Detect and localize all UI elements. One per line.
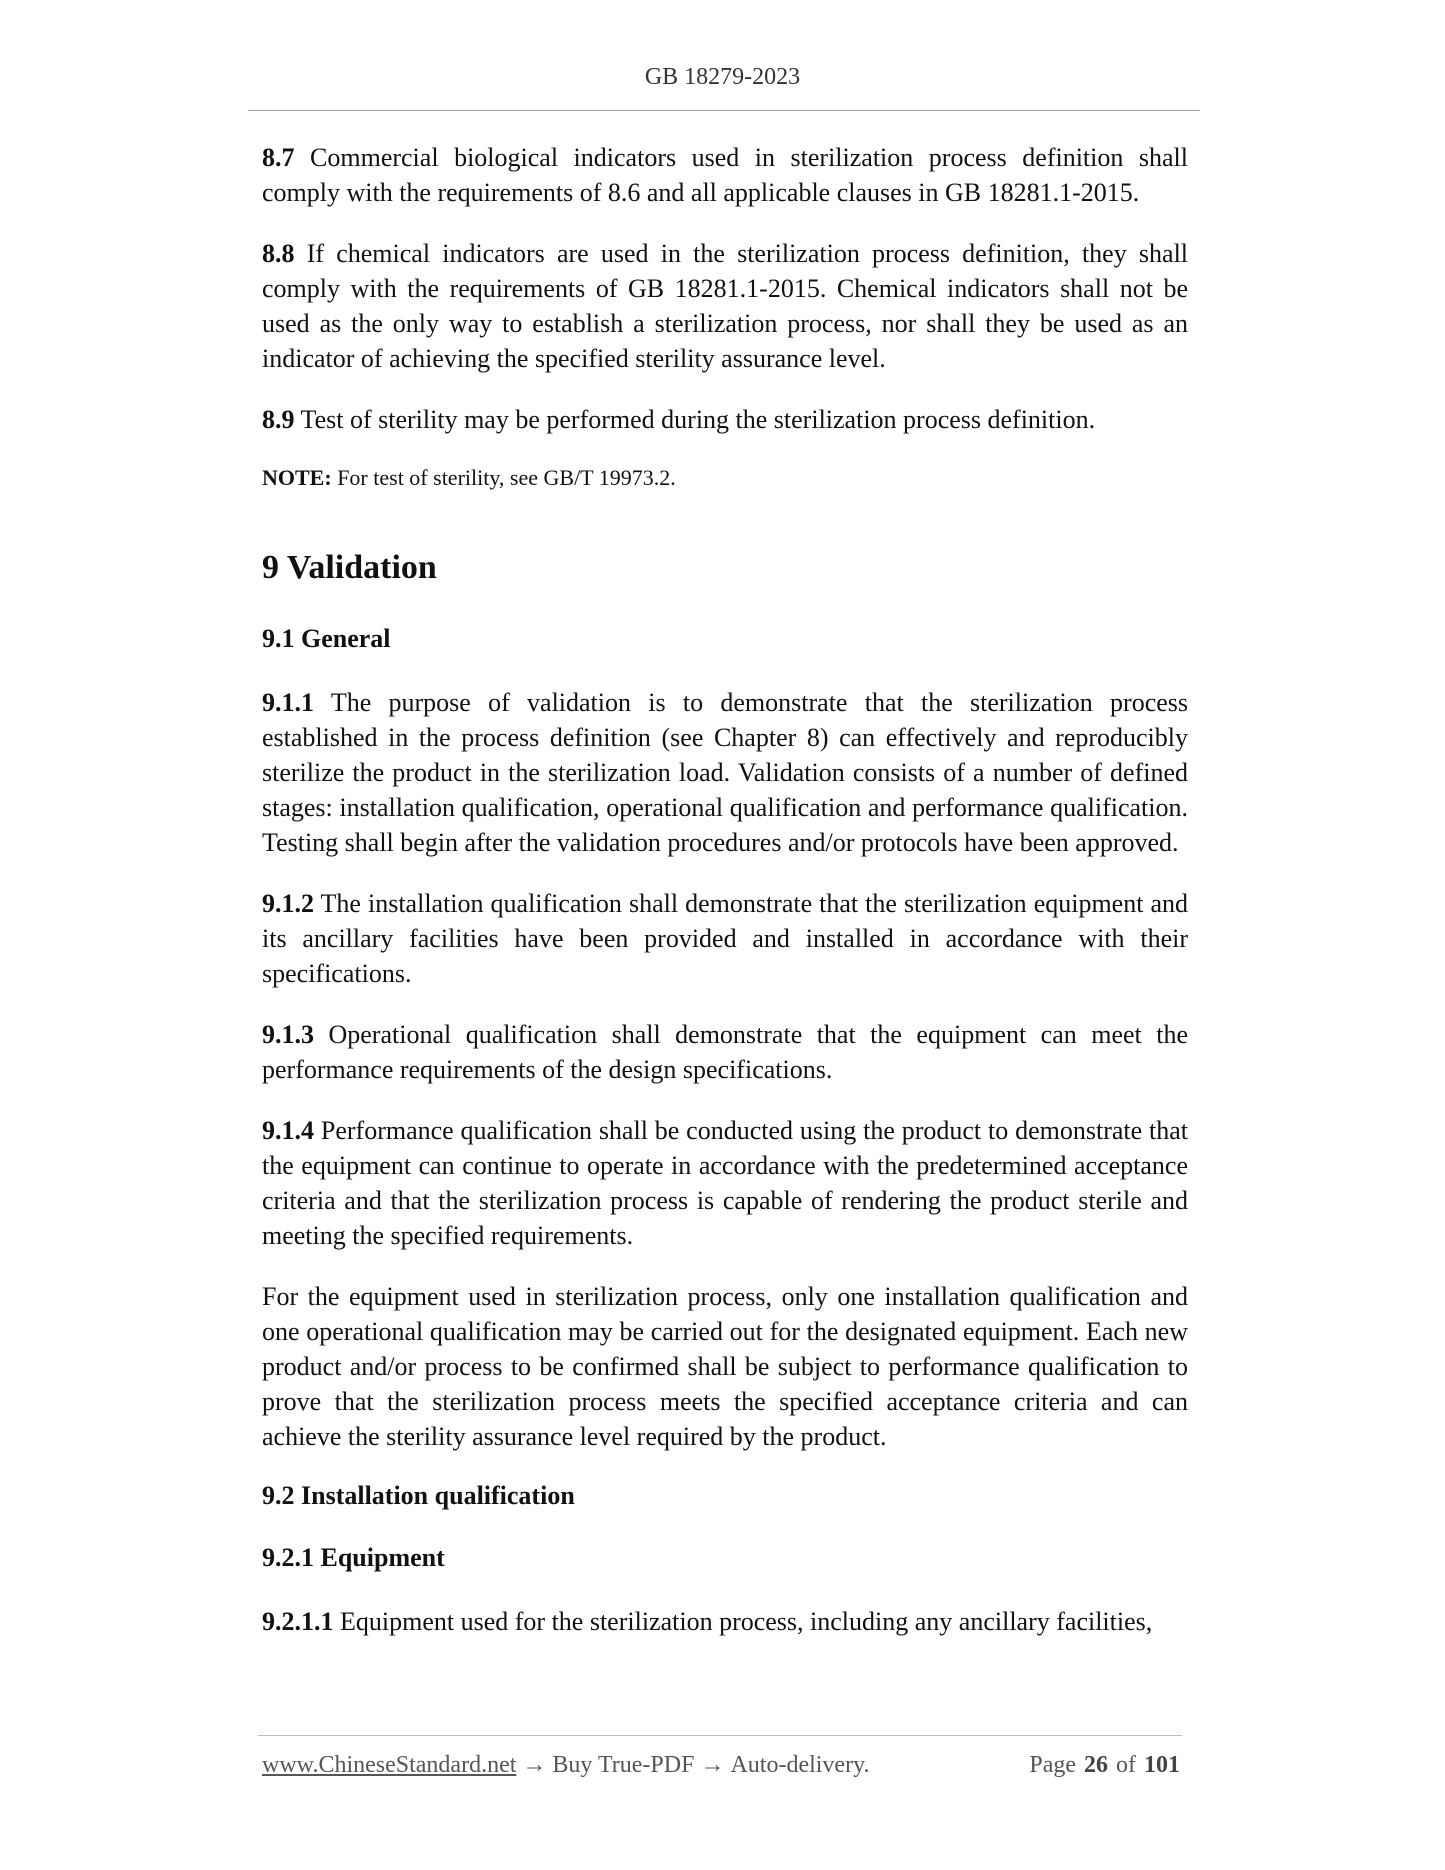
clause-number: 8.7 <box>262 143 295 172</box>
chapter-heading: 9 Validation <box>262 549 437 586</box>
header-divider <box>248 110 1200 111</box>
clause-text: The purpose of validation is to demonstrate that the sterilization process established in the process definition (see Chapter 8) can effectively and reproducibly sterilize the product in the sterilization load. Validation consists of a number of defined stages: installation qualification, operational qualification and performance qualification. Testing shall begin after the validation procedures and/or protocols have been approved. <box>262 688 1189 857</box>
clause-number: 8.8 <box>262 239 295 268</box>
page-counter <box>1029 1752 1180 1779</box>
document-body <box>262 140 1188 1665</box>
auto-delivery-text: Auto-delivery. <box>730 1752 870 1778</box>
clause-9-1-1 <box>262 685 1188 860</box>
subsection-heading: 9.2.1 Equipment <box>262 1543 445 1572</box>
clause-text: Performance qualification shall be conducted using the product to demonstrate that the equipment can continue to operate in accordance with the predetermined acceptance criteria and that the sterilization process is capable of rendering the product sterile and meeting the specified requirements. <box>262 1116 1189 1250</box>
clause-number: 9.1.2 <box>262 889 314 918</box>
page-label: Page <box>1029 1752 1076 1778</box>
clause-9-2-1-1 <box>262 1604 1188 1639</box>
section-heading: 9.2 Installation qualification <box>262 1481 575 1510</box>
section-heading: 9.1 General <box>262 624 391 653</box>
clause-text: Commercial biological indicators used in sterilization process definition shall comply with the requirements of 8.6 and all applicable clauses in GB 18281.1-2015. <box>262 143 1189 207</box>
website-link[interactable]: www.ChineseStandard.net <box>262 1752 517 1778</box>
clause-8-9 <box>262 402 1188 437</box>
clause-text: If chemical indicators are used in the sterilization process definition, they shall comply with the requirements of GB 18281.1-2015. Chemical indicators shall not be used as the only way to establish a sterilization process, nor shall they be used as an indicator of achieving the specified sterility assurance level. <box>262 239 1189 373</box>
clause-text: Equipment used for the sterilization process, including any ancillary facilities, <box>340 1607 1153 1636</box>
clause-text: Test of sterility may be performed during the sterilization process definition. <box>300 405 1096 434</box>
clause-text: Operational qualification shall demonstrate that the equipment can meet the performance requirements of the design specifications. <box>262 1020 1188 1084</box>
clause-9-1-3 <box>262 1017 1188 1087</box>
buy-pdf-text: Buy True-PDF <box>552 1752 695 1778</box>
clause-number: 9.2.1.1 <box>262 1607 334 1636</box>
footer-divider <box>258 1735 1182 1736</box>
clause-text: The installation qualification shall demonstrate that the sterilization equipment and its ancillary facilities have been provided and installed in accordance with their specifications. <box>262 889 1188 988</box>
page-number: 26 <box>1084 1752 1108 1778</box>
clause-number: 9.1.3 <box>262 1020 314 1049</box>
clause-number: 9.1.4 <box>262 1116 314 1145</box>
note-label: NOTE: <box>262 465 332 490</box>
clause-number: 9.1.1 <box>262 688 314 717</box>
clause-8-7 <box>262 140 1188 210</box>
clause-9-1-4 <box>262 1113 1188 1253</box>
clause-8-8 <box>262 236 1188 376</box>
arrow-right-icon: → <box>522 1752 547 1778</box>
arrow-right-icon: → <box>700 1752 725 1778</box>
note-text: For test of sterility, see GB/T 19973.2. <box>337 465 676 490</box>
clause-9-1-2 <box>262 886 1188 991</box>
page-header-title: GB 18279-2023 <box>644 64 801 90</box>
paragraph: For the equipment used in sterilization process, only one installation qualification and one operational qualification may be carried out for the designated equipment. Each new product and/or process to be confirmed shall be subject to performance qualification to prove that the sterilization process meets the specified acceptance criteria and can achieve the sterility assurance level required by the product. <box>262 1282 1188 1451</box>
footer-links <box>262 1752 870 1779</box>
clause-number: 8.9 <box>262 405 295 434</box>
of-label: of <box>1116 1752 1136 1778</box>
note <box>262 463 1188 493</box>
page-total: 101 <box>1144 1752 1180 1778</box>
